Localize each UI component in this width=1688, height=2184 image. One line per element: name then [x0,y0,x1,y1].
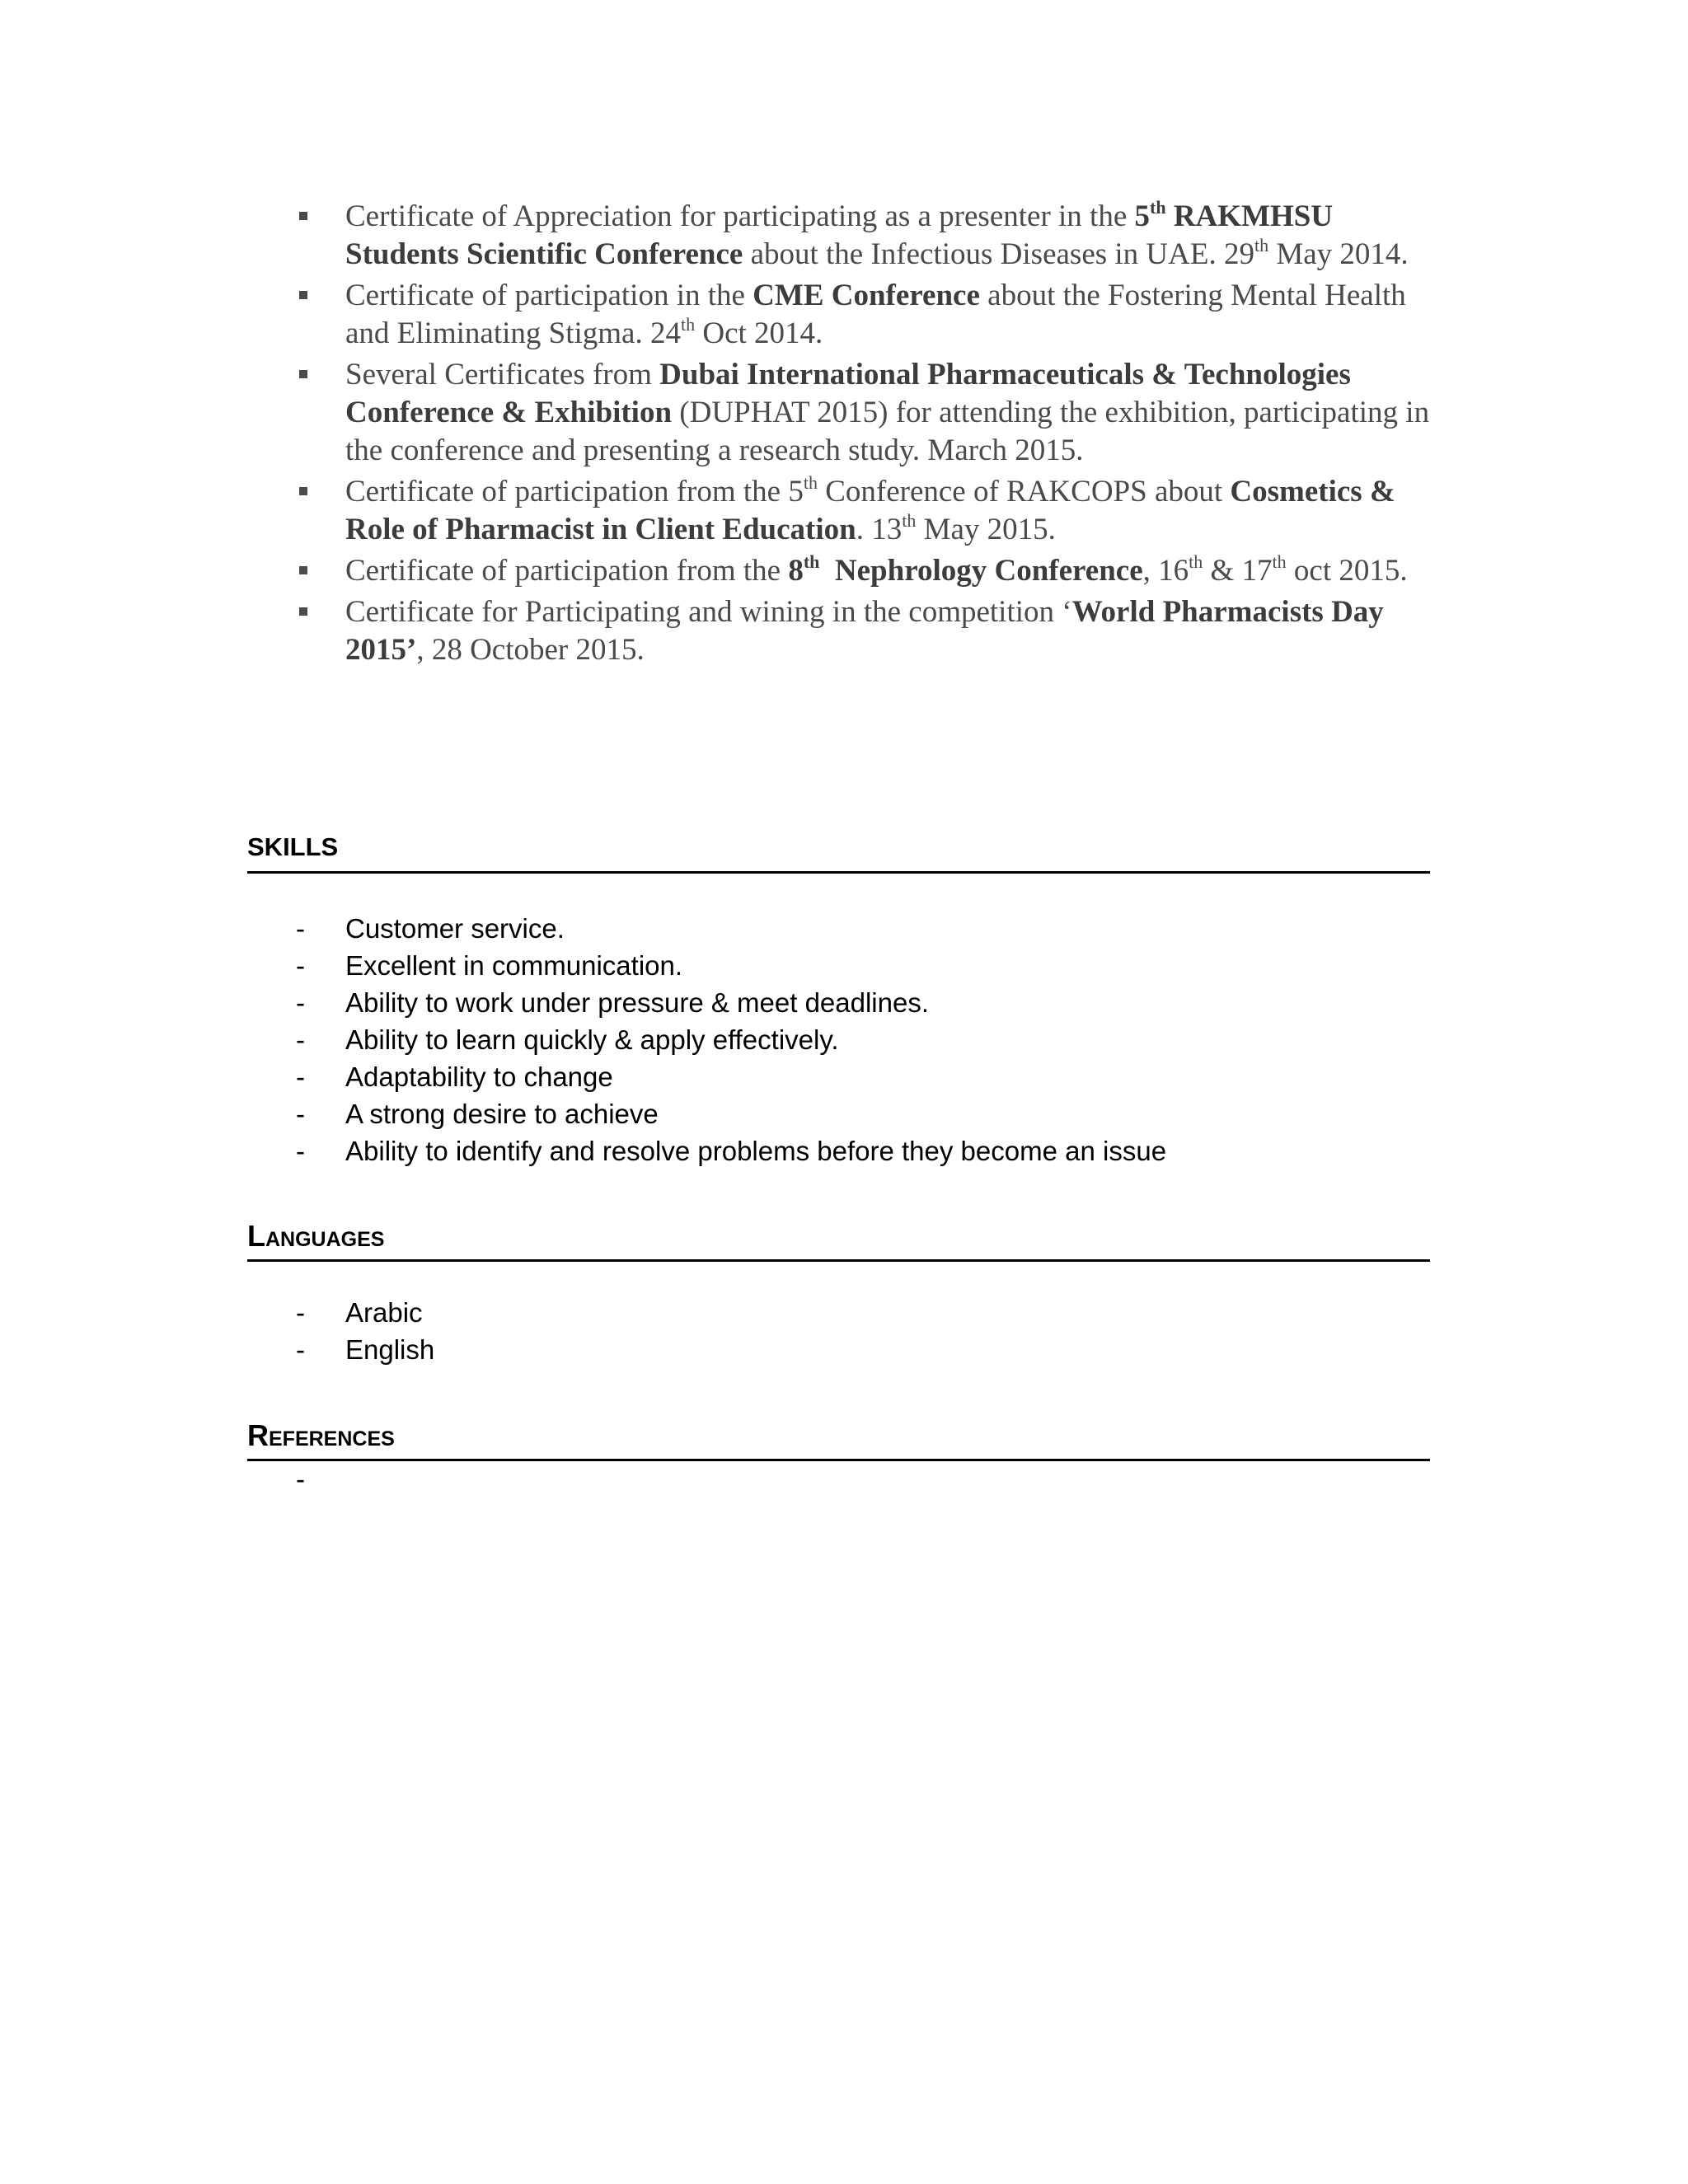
certificate-text: Certificate for Participating and wining in the competition ‘ [345,595,1072,629]
dash-bullet-icon: - [296,1297,305,1328]
certificate-text: . 13 [856,513,903,546]
certificate-item [293,277,1430,353]
certificate-item [293,593,1430,669]
dash-bullet-icon: - [296,1024,305,1055]
certificate-text: , 16 [1142,554,1189,588]
references-heading: References [247,1413,1430,1461]
languages-heading: Languages [247,1213,1430,1262]
superscript: th [1254,234,1269,255]
certificate-item [293,473,1430,549]
skills-heading: SKILLS [247,827,1430,874]
list-item: - Arabic [293,1294,1430,1331]
dash-bullet-icon: - [296,1099,305,1129]
certificate-item [293,356,1430,470]
dash-bullet-icon: - [296,913,305,944]
superscript: th [803,471,818,493]
list-item: - Ability to identify and resolve problems before they become an issue [293,1132,1430,1169]
superscript: th [1189,551,1203,572]
certificate-bold-text: Dubai International Pharmaceuticals & Technologies Conference & Exhibition [345,358,1351,429]
certificate-bold-text: CME Conference [753,279,980,312]
square-bullet-icon [299,370,307,378]
superscript: th [902,509,917,531]
languages-list [293,1294,1430,1368]
list-item: - Ability to learn quickly & apply effectively. [293,1021,1430,1058]
dash-bullet-icon: - [296,1334,305,1365]
certificate-text: oct 2015. [1286,554,1408,588]
certificate-text: about the Fostering Mental Health and Eliminating Stigma. 24 [345,279,1406,350]
dash-bullet-icon: - [296,1464,305,1494]
certificate-bold-text: Cosmetics & Role of Pharmacist in Client Education [345,475,1395,546]
certificate-text: about the Infectious Diseases in UAE. 29 [743,237,1254,271]
certificate-bold-text: 5th RAKMHSU Students Scientific Conference [345,196,1334,271]
list-item: - Customer service. [293,910,1430,947]
certificate-text: Certificate of Appreciation for participating as a presenter in the [345,199,1135,233]
certificate-item [293,552,1430,590]
certificate-text: , 28 October 2015. [416,633,645,667]
certificate-text: May 2015. [916,513,1056,546]
dash-bullet-icon: - [296,1062,305,1092]
certificate-text: Certificate of participation from the 5 [345,475,804,509]
square-bullet-icon [299,291,307,299]
list-item: - A strong desire to achieve [293,1095,1430,1132]
list-item: - Ability to work under pressure & meet deadlines. [293,984,1430,1021]
dash-bullet-icon: - [296,987,305,1018]
certificate-text: Oct 2014. [695,316,823,350]
square-bullet-icon [299,566,307,574]
certificate-text: Several Certificates from [345,358,660,391]
superscript: th [1272,551,1287,572]
certificates-list [293,198,1430,673]
certificate-item [293,198,1430,274]
certificate-text: Certificate of participation in the [345,279,753,312]
superscript: th [680,313,696,335]
certificate-text: & 17 [1203,554,1273,588]
list-item: - Excellent in communication. [293,947,1430,984]
certificate-bold-text: World Pharmacists Day 2015’ [345,595,1384,667]
skills-list [293,910,1430,1169]
certificate-text: (DUPHAT 2015) for attending the exhibition, participating in the conference and presenting a research study. March 2015. [345,396,1430,467]
square-bullet-icon [299,212,307,220]
dash-bullet-icon: - [296,950,305,981]
list-item: - Adaptability to change [293,1058,1430,1095]
square-bullet-icon [299,607,307,616]
certificate-text: Conference of RAKCOPS about [817,475,1231,509]
certificate-text: May 2014. [1268,237,1409,271]
dash-bullet-icon: - [296,1136,305,1166]
square-bullet-icon [299,487,307,495]
certificate-text: Certificate of participation from the [345,554,789,588]
list-item: - English [293,1331,1430,1368]
certificate-bold-text: 8th Nephrology Conference [788,551,1143,588]
